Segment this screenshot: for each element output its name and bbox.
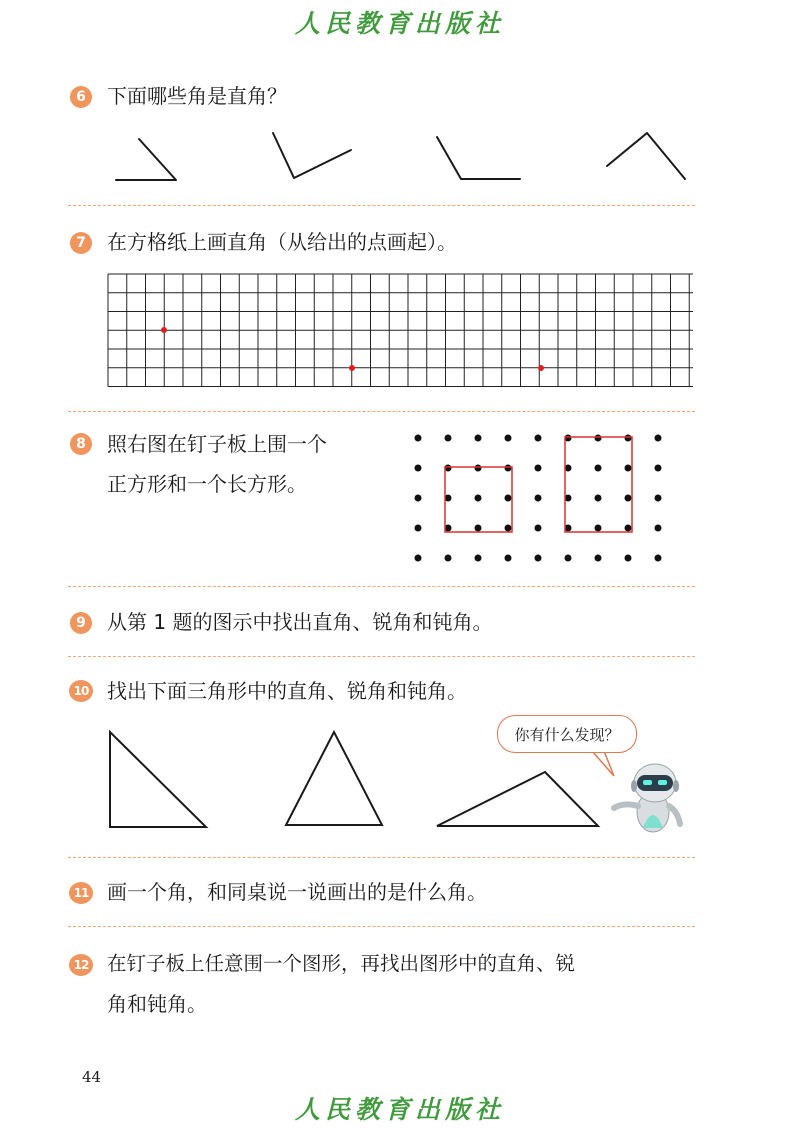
question-11-text: 画一个角，和同桌说一说画出的是什么角。 <box>107 880 487 904</box>
peg <box>505 525 512 532</box>
grid-paper <box>0 270 800 400</box>
peg <box>505 555 512 562</box>
grid-start-point <box>161 327 167 333</box>
peg <box>535 525 542 532</box>
peg <box>415 495 422 502</box>
peg <box>655 555 662 562</box>
peg <box>625 465 632 472</box>
question-9-text: 从第 1 题的图示中找出直角、锐角和钝角。 <box>107 610 493 634</box>
peg <box>655 495 662 502</box>
question-12-badge: 12 <box>69 954 93 976</box>
peg <box>595 465 602 472</box>
grid-start-point <box>349 365 355 371</box>
question-8-line-2: 正方形和一个长方形。 <box>107 472 307 496</box>
peg <box>625 495 632 502</box>
question-6-text: 下面哪些角是直角？ <box>107 84 287 108</box>
peg <box>595 435 602 442</box>
publisher-watermark-bottom: 人民教育出版社 <box>294 1095 505 1124</box>
publisher-watermark-top: 人民教育出版社 <box>294 9 505 38</box>
peg <box>415 435 422 442</box>
section-divider <box>68 586 695 587</box>
peg <box>535 465 542 472</box>
peg <box>655 465 662 472</box>
section-divider <box>68 857 695 858</box>
question-6-badge: 6 <box>70 86 92 108</box>
peg <box>475 525 482 532</box>
peg <box>415 525 422 532</box>
obtuse-triangle <box>437 772 598 826</box>
page-number: 44 <box>82 1068 102 1086</box>
peg <box>445 555 452 562</box>
question-8-line-1: 照右图在钉子板上围一个 <box>107 432 327 456</box>
peg <box>415 555 422 562</box>
peg <box>595 495 602 502</box>
question-10-badge: 10 <box>69 680 93 702</box>
peg <box>595 555 602 562</box>
speech-bubble-text: 你有什么发现？ <box>514 725 620 744</box>
pegboard-figure <box>0 420 800 580</box>
peg <box>445 435 452 442</box>
question-7-badge: 7 <box>70 232 92 254</box>
acute-triangle <box>286 732 382 825</box>
question-6-angles <box>0 0 800 200</box>
peg <box>595 525 602 532</box>
peg <box>505 495 512 502</box>
angle-figure-4 <box>607 133 685 179</box>
section-divider <box>68 926 695 927</box>
question-7-text: 在方格纸上画直角（从给出的点画起）。 <box>107 230 457 254</box>
right-triangle <box>110 732 206 827</box>
peg <box>625 435 632 442</box>
peg <box>535 555 542 562</box>
peg <box>535 435 542 442</box>
robot-mascot-icon <box>612 750 692 840</box>
peg <box>625 525 632 532</box>
question-10-text: 找出下面三角形中的直角、锐角和钝角。 <box>107 679 467 703</box>
peg <box>565 555 572 562</box>
peg <box>415 465 422 472</box>
grid-start-point <box>538 365 544 371</box>
speech-bubble-tail <box>592 751 614 776</box>
question-12-line-2: 角和钝角。 <box>107 992 207 1016</box>
peg <box>655 435 662 442</box>
peg <box>505 435 512 442</box>
peg <box>475 435 482 442</box>
peg <box>535 495 542 502</box>
peg <box>475 495 482 502</box>
peg <box>475 465 482 472</box>
speech-bubble <box>497 715 637 753</box>
question-12-line-1: 在钉子板上任意围一个图形，再找出图形中的直角、锐 <box>107 952 576 975</box>
angle-figure-3 <box>437 137 520 179</box>
section-divider <box>68 656 695 657</box>
angle-figure-2 <box>273 133 351 178</box>
question-9-badge: 9 <box>70 612 92 634</box>
peg <box>475 555 482 562</box>
section-divider <box>68 411 695 412</box>
question-11-badge: 11 <box>69 882 93 904</box>
question-8-badge: 8 <box>70 433 92 455</box>
peg <box>505 465 512 472</box>
pegboard-rectangle <box>565 437 632 532</box>
section-divider <box>68 205 695 206</box>
angle-figure-1 <box>116 139 176 180</box>
peg <box>625 555 632 562</box>
peg <box>655 525 662 532</box>
